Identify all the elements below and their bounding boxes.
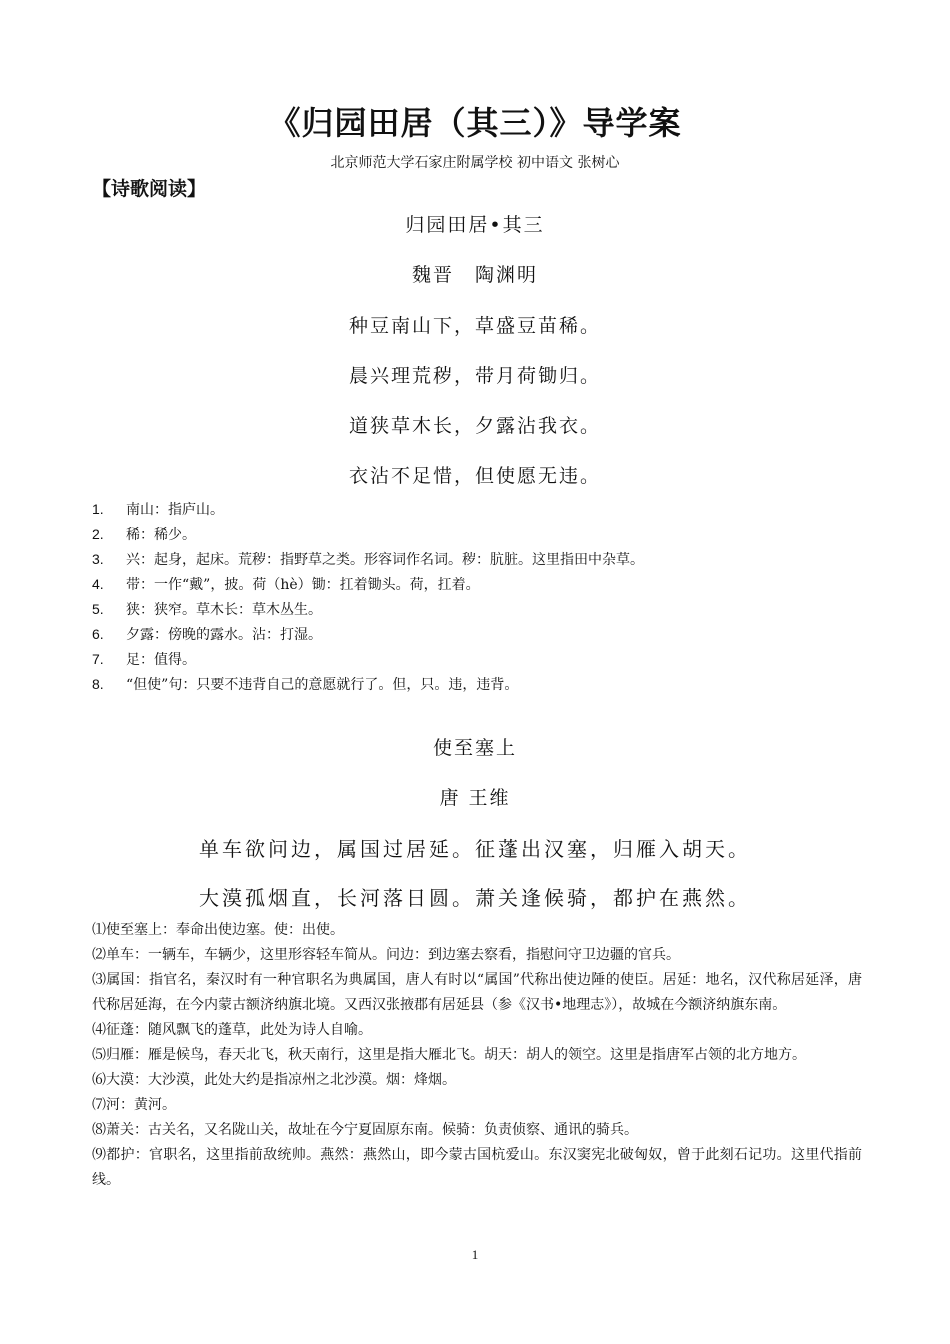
note-paragraph: ⑸归雁：雁是候鸟，春天北飞，秋天南行，这里是指大雁北飞。胡天：胡人的领空。这里是指唐军占领的北方地方。 bbox=[92, 1047, 806, 1063]
note-text: 南山：指庐山。 bbox=[126, 502, 224, 518]
note-number: 8. bbox=[92, 676, 104, 692]
note-paragraph: ⑵单车：一辆车，车辆少，这里形容轻车简从。问边：到边塞去察看，指慰问守卫边疆的官兵。 bbox=[92, 947, 680, 963]
author-line: 北京师范大学石家庄附属学校 初中语文 张树心 bbox=[330, 155, 620, 171]
note-item bbox=[92, 622, 882, 647]
poem2-notes bbox=[92, 918, 862, 1193]
note-number: 4. bbox=[92, 576, 104, 592]
note-text: 夕露：傍晚的露水。沾：打湿。 bbox=[126, 627, 322, 643]
note-item bbox=[92, 597, 882, 622]
note-paragraph: ⑴使至塞上：奉命出使边塞。使：出使。 bbox=[92, 922, 344, 938]
note-number: 6. bbox=[92, 626, 104, 642]
note-text: 足：值得。 bbox=[126, 652, 196, 668]
poem2-line: 大漠孤烟直，长河落日圆。萧关逢候骑，都护在燕然。 bbox=[199, 886, 751, 910]
note-text: 稀：稀少。 bbox=[126, 527, 196, 543]
note-text: “但使”句：只要不违背自己的意愿就行了。但，只。违，违背。 bbox=[126, 677, 519, 693]
poem2-title: 使至塞上 bbox=[432, 737, 517, 759]
note-number: 2. bbox=[92, 526, 104, 542]
note-item bbox=[92, 647, 882, 672]
note-text: 兴：起身，起床。荒秽：指野草之类。形容词作名词。秽：肮脏。这里指田中杂草。 bbox=[126, 552, 644, 568]
note-text: 狭：狭窄。草木长：草木丛生。 bbox=[126, 602, 322, 618]
poem1-title: 归园田居•其三 bbox=[405, 214, 545, 236]
note-paragraph: ⑺河：黄河。 bbox=[92, 1097, 176, 1113]
poem1-notes bbox=[92, 497, 882, 697]
note-item bbox=[92, 672, 882, 697]
poem2-author: 唐 王维 bbox=[439, 787, 511, 809]
section-heading: 【诗歌阅读】 bbox=[92, 178, 207, 200]
note-item bbox=[92, 572, 882, 597]
note-number: 5. bbox=[92, 601, 104, 617]
note-text: 带：一作“戴”，披。荷（hè）锄：扛着锄头。荷，扛着。 bbox=[126, 577, 480, 593]
note-paragraph: ⑼都护：官职名，这里指前敌统帅。燕然：燕然山，即今蒙古国杭爱山。东汉窦宪北破匈奴，曾于此刻石记功。这里代指前线。 bbox=[92, 1147, 862, 1188]
note-paragraph: ⑶属国：指官名，秦汉时有一种官职名为典属国，唐人有时以“属国”代称出使边陲的使臣。居延：地名，汉代称居延泽，唐代称居延海，在今内蒙古额济纳旗北境。又西汉张掖郡有居延县（参《汉书•地理志》），故城在今额济纳旗东南。 bbox=[92, 972, 862, 1013]
poem1-author: 魏晋 陶渊明 bbox=[411, 264, 538, 286]
note-number: 7. bbox=[92, 651, 104, 667]
poem1-line: 晨兴理荒秽，带月荷锄归。 bbox=[348, 365, 601, 387]
document-title: 《归园田居（其三）》导学案 bbox=[268, 104, 682, 142]
note-paragraph: ⑷征蓬：随风飘飞的蓬草，此处为诗人自喻。 bbox=[92, 1022, 372, 1038]
poem1-line: 衣沾不足惜，但使愿无违。 bbox=[348, 465, 601, 487]
poem2-line: 单车欲问边，属国过居延。征蓬出汉塞，归雁入胡天。 bbox=[199, 837, 751, 861]
note-item bbox=[92, 522, 882, 547]
note-number: 3. bbox=[92, 551, 104, 567]
note-number: 1. bbox=[92, 501, 104, 517]
note-item bbox=[92, 547, 882, 572]
poem1-line: 道狭草木长，夕露沾我衣。 bbox=[348, 415, 601, 437]
page-number: 1 bbox=[471, 1247, 479, 1262]
note-paragraph: ⑹大漠：大沙漠，此处大约是指凉州之北沙漠。烟：烽烟。 bbox=[92, 1072, 456, 1088]
note-paragraph: ⑻萧关：古关名，又名陇山关，故址在今宁夏固原东南。候骑：负责侦察、通讯的骑兵。 bbox=[92, 1122, 638, 1138]
note-item bbox=[92, 497, 882, 522]
poem1-line: 种豆南山下，草盛豆苗稀。 bbox=[348, 315, 601, 337]
